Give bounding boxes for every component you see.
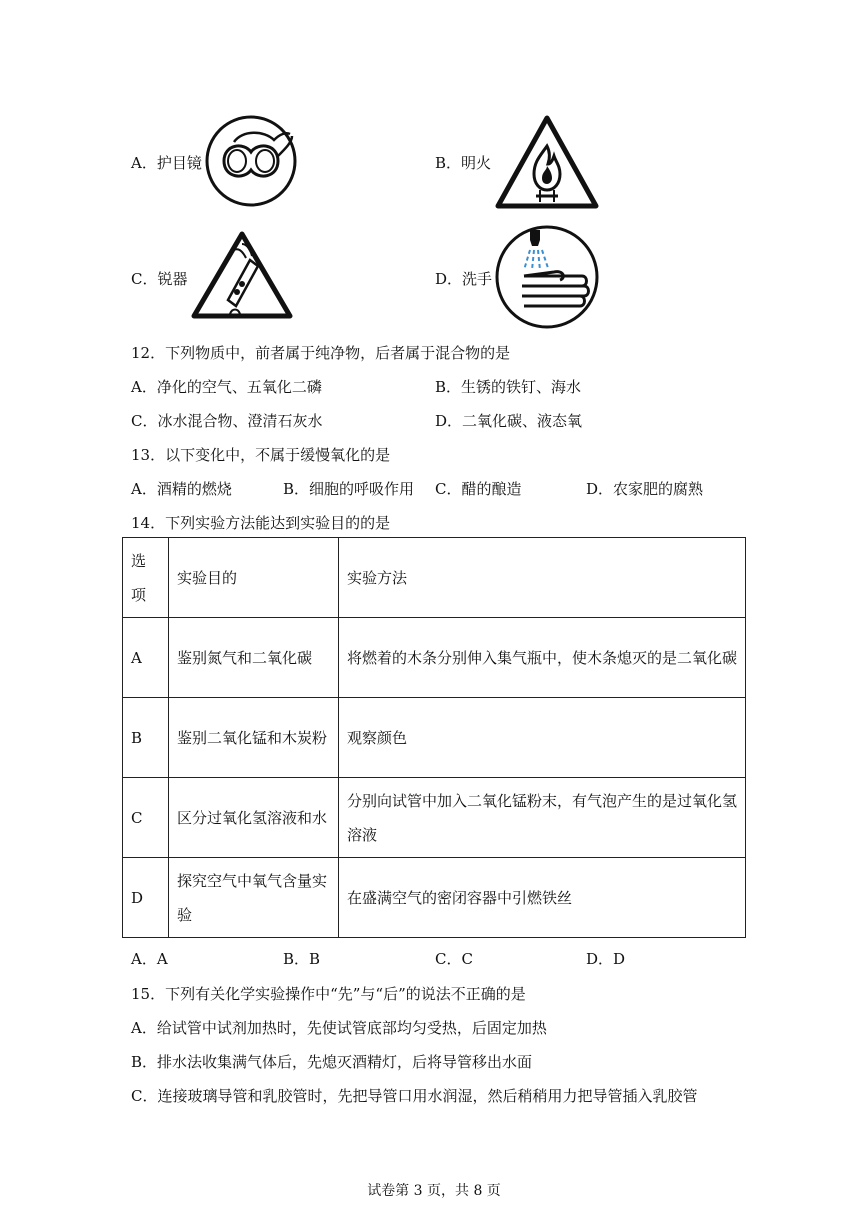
table-cell: 观察颜色 (339, 698, 746, 778)
table-header-cell: 选项 (123, 538, 169, 618)
table-row (123, 778, 746, 858)
q12-option-a: A．净化的空气、五氧化二磷 (131, 378, 322, 396)
q13-option-a: A．酒精的燃烧 (131, 480, 232, 498)
q12-option-c: C．冰水混合物、澄清石灰水 (131, 412, 323, 430)
table-cell: A (123, 618, 169, 698)
q11-option-d-label: D．洗手 (435, 270, 493, 288)
q13-stem: 13．以下变化中，不属于缓慢氧化的是 (131, 446, 391, 464)
table-row (123, 618, 746, 698)
table-cell: 探究空气中氧气含量实验 (169, 858, 339, 938)
q13-option-d: D．农家肥的腐熟 (586, 480, 704, 498)
table-cell: C (123, 778, 169, 858)
table-cell: B (123, 698, 169, 778)
q12-option-b: B．生锈的铁钉、海水 (435, 378, 582, 396)
q11-option-a-label: A．护目镜 (131, 154, 202, 172)
q13-option-c: C．醋的酿造 (435, 480, 522, 498)
open-flame-warning-icon (492, 112, 602, 212)
table-cell: 鉴别二氧化锰和木炭粉 (169, 698, 339, 778)
table-cell: 鉴别氮气和二氧化碳 (169, 618, 339, 698)
q14-option-c: C．C (435, 950, 473, 968)
q11-option-b-label: B．明火 (435, 154, 492, 172)
q15-stem: 15．下列有关化学实验操作中“先”与“后”的说法不正确的是 (131, 985, 526, 1003)
table-row (123, 858, 746, 938)
hand-wash-icon (494, 224, 600, 330)
q13-option-b: B．细胞的呼吸作用 (283, 480, 415, 498)
goggles-icon (204, 114, 298, 208)
sharp-object-warning-icon (190, 230, 294, 320)
table-row (123, 698, 746, 778)
table-cell: 分别向试管中加入二氧化锰粉末，有气泡产生的是过氧化氢溶液 (339, 778, 746, 858)
q15-option-b: B．排水法收集满气体后，先熄灭酒精灯，后将导管移出水面 (131, 1053, 533, 1071)
q11-option-c-label: C．锐器 (131, 270, 188, 288)
q12-stem: 12．下列物质中，前者属于纯净物，后者属于混合物的是 (131, 344, 511, 362)
table-header-row (123, 538, 746, 618)
q14-option-d: D．D (586, 950, 626, 968)
q15-option-c: C．连接玻璃导管和乳胶管时，先把导管口用水润湿，然后稍稍用力把导管插入乳胶管 (131, 1087, 698, 1105)
table-cell: 在盛满空气的密闭容器中引燃铁丝 (339, 858, 746, 938)
table-cell: 将燃着的木条分别伸入集气瓶中，使木条熄灭的是二氧化碳 (339, 618, 746, 698)
page-footer: 试卷第 3 页，共 8 页 (367, 1183, 501, 1199)
q14-option-b: B．B (283, 950, 321, 968)
q14-option-a: A．A (131, 950, 168, 968)
table-cell: 区分过氧化氢溶液和水 (169, 778, 339, 858)
q15-option-a: A．给试管中试剂加热时，先使试管底部均匀受热，后固定加热 (131, 1019, 547, 1037)
table-header-cell: 实验目的 (169, 538, 339, 618)
table-header-cell: 实验方法 (339, 538, 746, 618)
q14-stem: 14．下列实验方法能达到实验目的的是 (131, 514, 391, 532)
q12-option-d: D．二氧化碳、液态氧 (435, 412, 583, 430)
experiment-table (122, 537, 746, 938)
table-cell: D (123, 858, 169, 938)
